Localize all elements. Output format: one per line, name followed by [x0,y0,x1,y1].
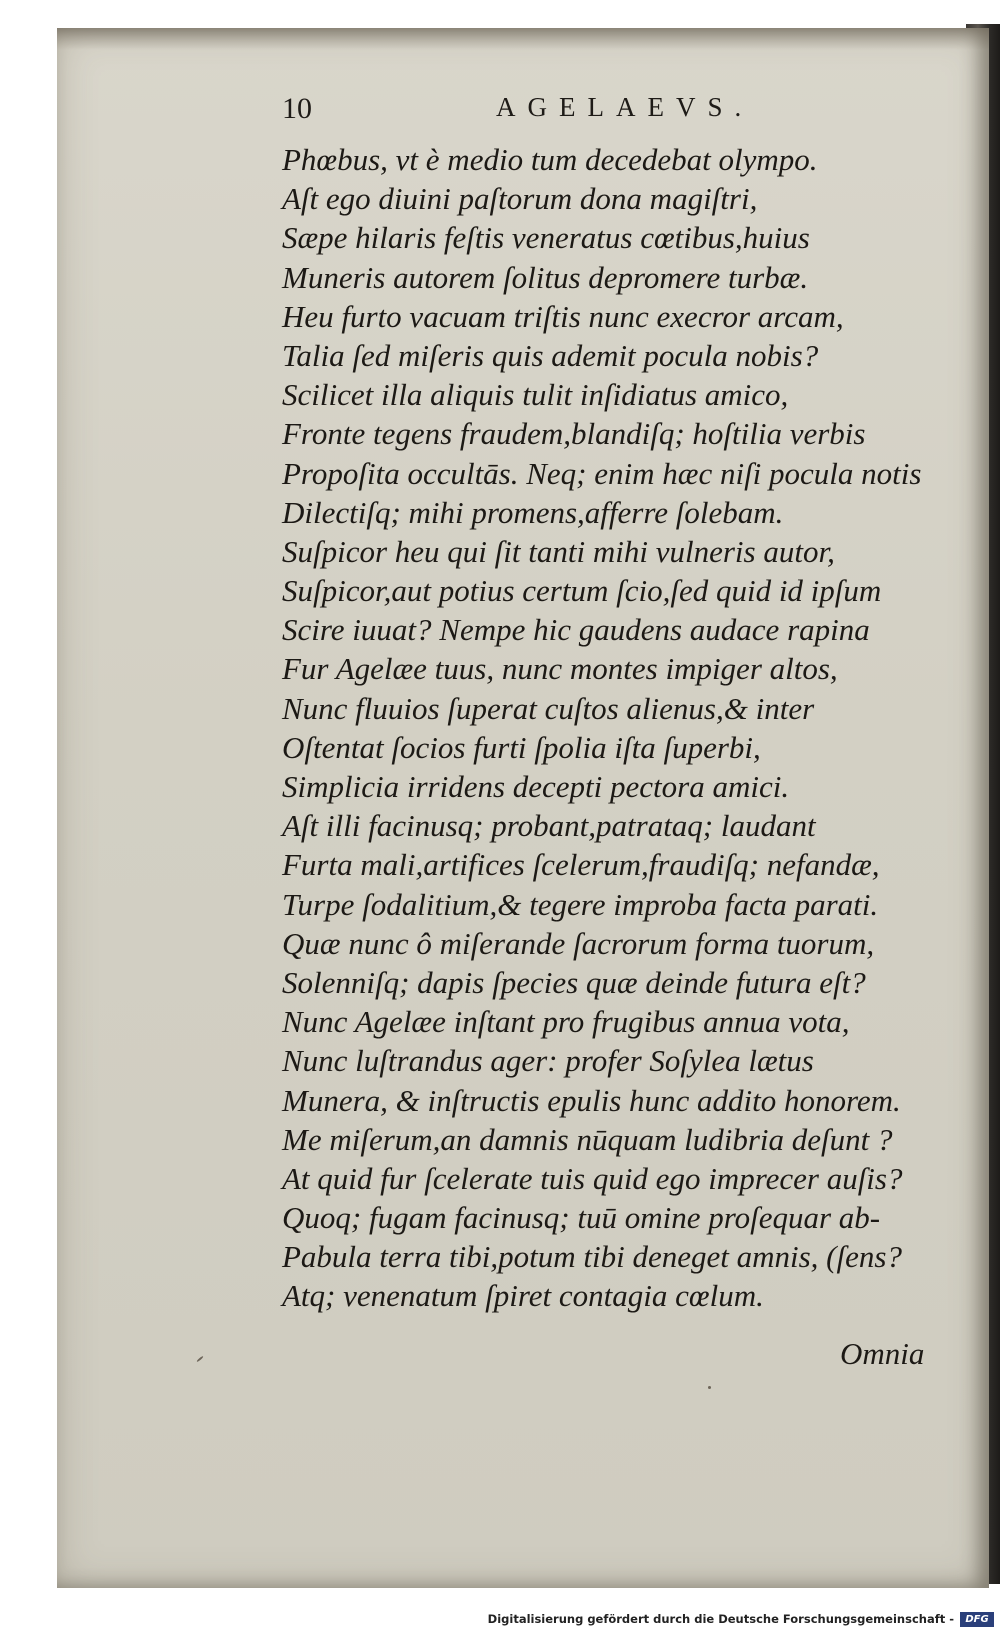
dfg-logo-icon: DFG [960,1612,994,1627]
poem-line: Me miſerum,an damnis nūquam ludibria deſunt ? [282,1121,893,1157]
paper-speck [708,1386,711,1389]
page-shadow [57,28,989,50]
poem-line: Aſt illi facinusq; probant,patrataq; laudant [282,808,816,844]
catchword: Omnia [840,1336,925,1371]
poem-line: Nunc fluuios ſuperat cuſtos alienus,& inter [282,690,815,726]
poem-line: Heu furto vacuam triſtis nunc execror arcam, [282,298,844,334]
digitization-footer [0,1608,1000,1632]
poem-line: Solenniſq; dapis ſpecies quæ deinde futura eſt? [282,964,866,1000]
poem-line: Suſpicor,aut potius certum ſcio,ſed quid id ipſum [282,573,882,609]
page-number: 10 [282,92,312,125]
poem-line: Phœbus, vt è medio tum decedebat olympo. [282,142,818,177]
poem-line: Aſt ego diuini paſtorum dona magiſtri, [282,181,758,217]
footer-credit: Digitalisierung gefördert durch die Deutsche Forschungsgemeinschaft - [487,1612,954,1626]
page-header [282,92,942,132]
poem-text-block [282,140,962,1316]
poem-line: Scilicet illa aliquis tulit inſidiatus amico, [282,377,789,413]
poem-line: Munera, & inſtructis epulis hunc addito honorem. [282,1082,901,1118]
poem-line: Nunc luſtrandus ager: profer Soſylea lætus [282,1043,814,1079]
poem-line: Dilectiſq; mihi promens,afferre ſolebam. [282,494,784,530]
poem-line: Nunc Agelæe inſtant pro frugibus annua vota, [282,1004,850,1040]
poem-line: Furta mali,artifices ſcelerum,fraudiſq; nefandæ, [282,847,880,883]
poem-line: Scire iuuat? Nempe hic gaudens audace rapina [282,612,870,648]
poem-line: Suſpicor heu qui ſit tanti mihi vulneris autor, [282,533,835,569]
running-title: AGELAEVS. [496,92,754,122]
poem-line: Talia ſed miſeris quis ademit pocula nobis? [282,337,819,373]
poem-line: Quoq; fugam facinusq; tuū omine proſequar ab- [282,1200,881,1236]
poem-line: Oſtentat ſocios furti ſpolia iſta ſuperbi, [282,729,761,765]
poem-line: At quid fur ſcelerate tuis quid ego imprecer auſis? [282,1160,903,1196]
poem-line: Quæ nunc ô miſerande ſacrorum forma tuorum, [282,925,875,961]
poem-line: Turpe ſodalitium,& tegere improba facta parati. [282,886,879,922]
poem-line: Sæpe hilaris feſtis veneratus cœtibus,huius [282,220,810,256]
poem-line: Simplicia irridens decepti pectora amici. [282,769,790,804]
poem-line: Muneris autorem ſolitus depromere turbæ. [282,259,809,295]
poem-line: Atq; venenatum ſpiret contagia cœlum. [282,1278,764,1314]
poem-line: Pabula terra tibi,potum tibi deneget amnis, (ſens? [282,1239,902,1275]
poem-line: Fronte tegens fraudem,blandiſq; hoſtilia verbis [282,416,866,452]
poem-line: Fur Agelæe tuus, nunc montes impiger altos, [282,651,838,687]
poem-line: Propoſita occultās. Neq; enim hæc niſi pocula notis [282,455,922,491]
